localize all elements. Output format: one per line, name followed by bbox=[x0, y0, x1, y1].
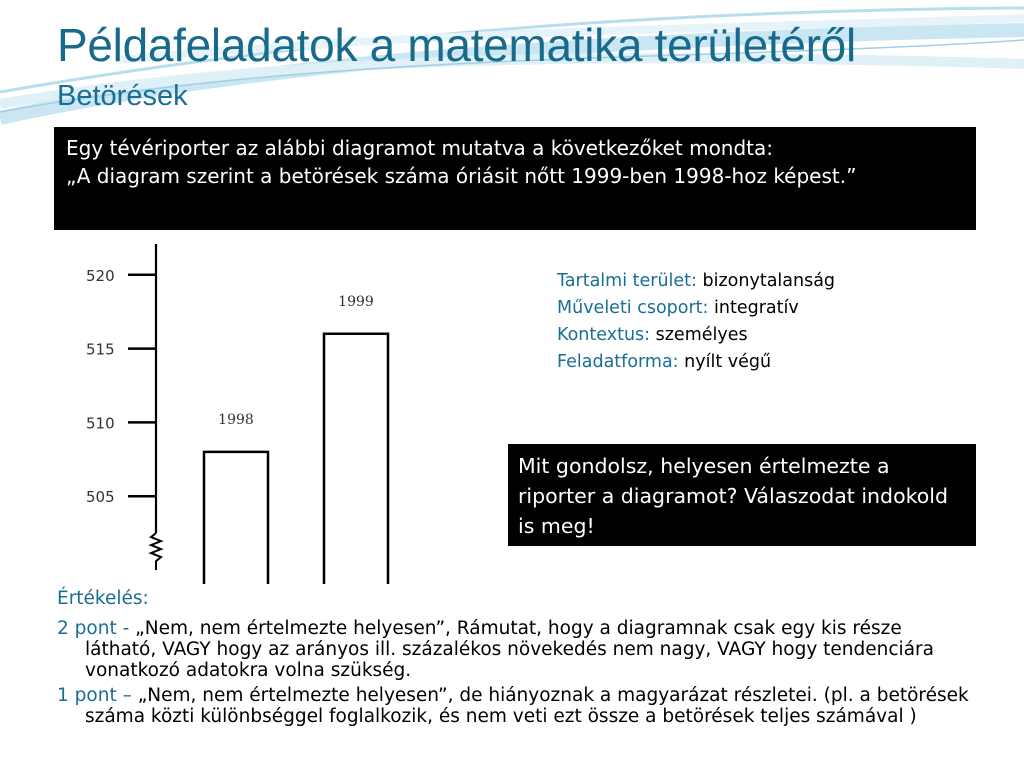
page-subtitle: Betörések bbox=[57, 80, 188, 112]
meta-key: Tartalmi terület: bbox=[557, 271, 697, 291]
y-tick-label: 520 bbox=[86, 266, 115, 285]
meta-row-task-form bbox=[557, 349, 835, 376]
question-text: Mit gondolsz, helyesen értelmezte a riporter a diagramot? Válaszodat indokold is meg! bbox=[518, 454, 948, 538]
reporter-quote-box bbox=[54, 127, 976, 230]
meta-value: személyes bbox=[655, 325, 748, 345]
quote-intro: Egy tévériporter az alábbi diagramot mutatva a következőket mondta: bbox=[66, 136, 774, 160]
meta-row-content-area bbox=[557, 268, 835, 295]
bar-label-1998: 1998 bbox=[218, 411, 254, 428]
page-title: Példafeladatok a matematika területéről bbox=[57, 19, 856, 71]
evaluation-text: „Nem, nem értelmezte helyesen”, Rámutat, hogy a diagramnak csak egy kis része látható, VAGY hogy az arányos ill. százalékos növekedés nem nagy, VAGY hogy tendenciára vonatkozó adatokra volna szükség. bbox=[85, 618, 934, 681]
evaluation-text: „Nem, nem értelmezte helyesen”, de hiányoznak a magyarázat részletei. (pl. a betörések száma közti különbséggel foglalkozik, és nem veti ezt össze a betörések teljes számával ) bbox=[85, 685, 969, 727]
y-tick-label: 505 bbox=[86, 488, 115, 507]
meta-row-context bbox=[557, 322, 835, 349]
meta-value: nyílt végű bbox=[684, 352, 772, 372]
y-tick-label: 510 bbox=[86, 414, 115, 433]
bar-label-1999: 1999 bbox=[338, 293, 374, 310]
evaluation-lead: 1 pont – bbox=[57, 685, 138, 706]
meta-key: Feladatforma: bbox=[557, 352, 679, 372]
y-tick-label: 515 bbox=[86, 340, 115, 359]
task-metadata bbox=[557, 268, 835, 376]
meta-key: Műveleti csoport: bbox=[557, 298, 709, 318]
question-box bbox=[508, 444, 976, 546]
evaluation-item-2-points bbox=[57, 618, 972, 681]
chart-background bbox=[70, 234, 480, 584]
burglary-chart bbox=[70, 234, 480, 584]
meta-row-operation-group bbox=[557, 295, 835, 322]
quote-text: „A diagram szerint a betörések száma óriásit nőtt 1999-ben 1998-hoz képest.” bbox=[66, 164, 857, 188]
evaluation-lead: 2 pont - bbox=[57, 618, 136, 639]
meta-value: bizonytalanság bbox=[702, 271, 836, 291]
meta-value: integratív bbox=[714, 298, 799, 318]
meta-key: Kontextus: bbox=[557, 325, 651, 345]
evaluation-heading: Értékelés: bbox=[57, 588, 149, 609]
evaluation-item-1-point bbox=[57, 685, 972, 727]
evaluation-section bbox=[57, 588, 972, 731]
